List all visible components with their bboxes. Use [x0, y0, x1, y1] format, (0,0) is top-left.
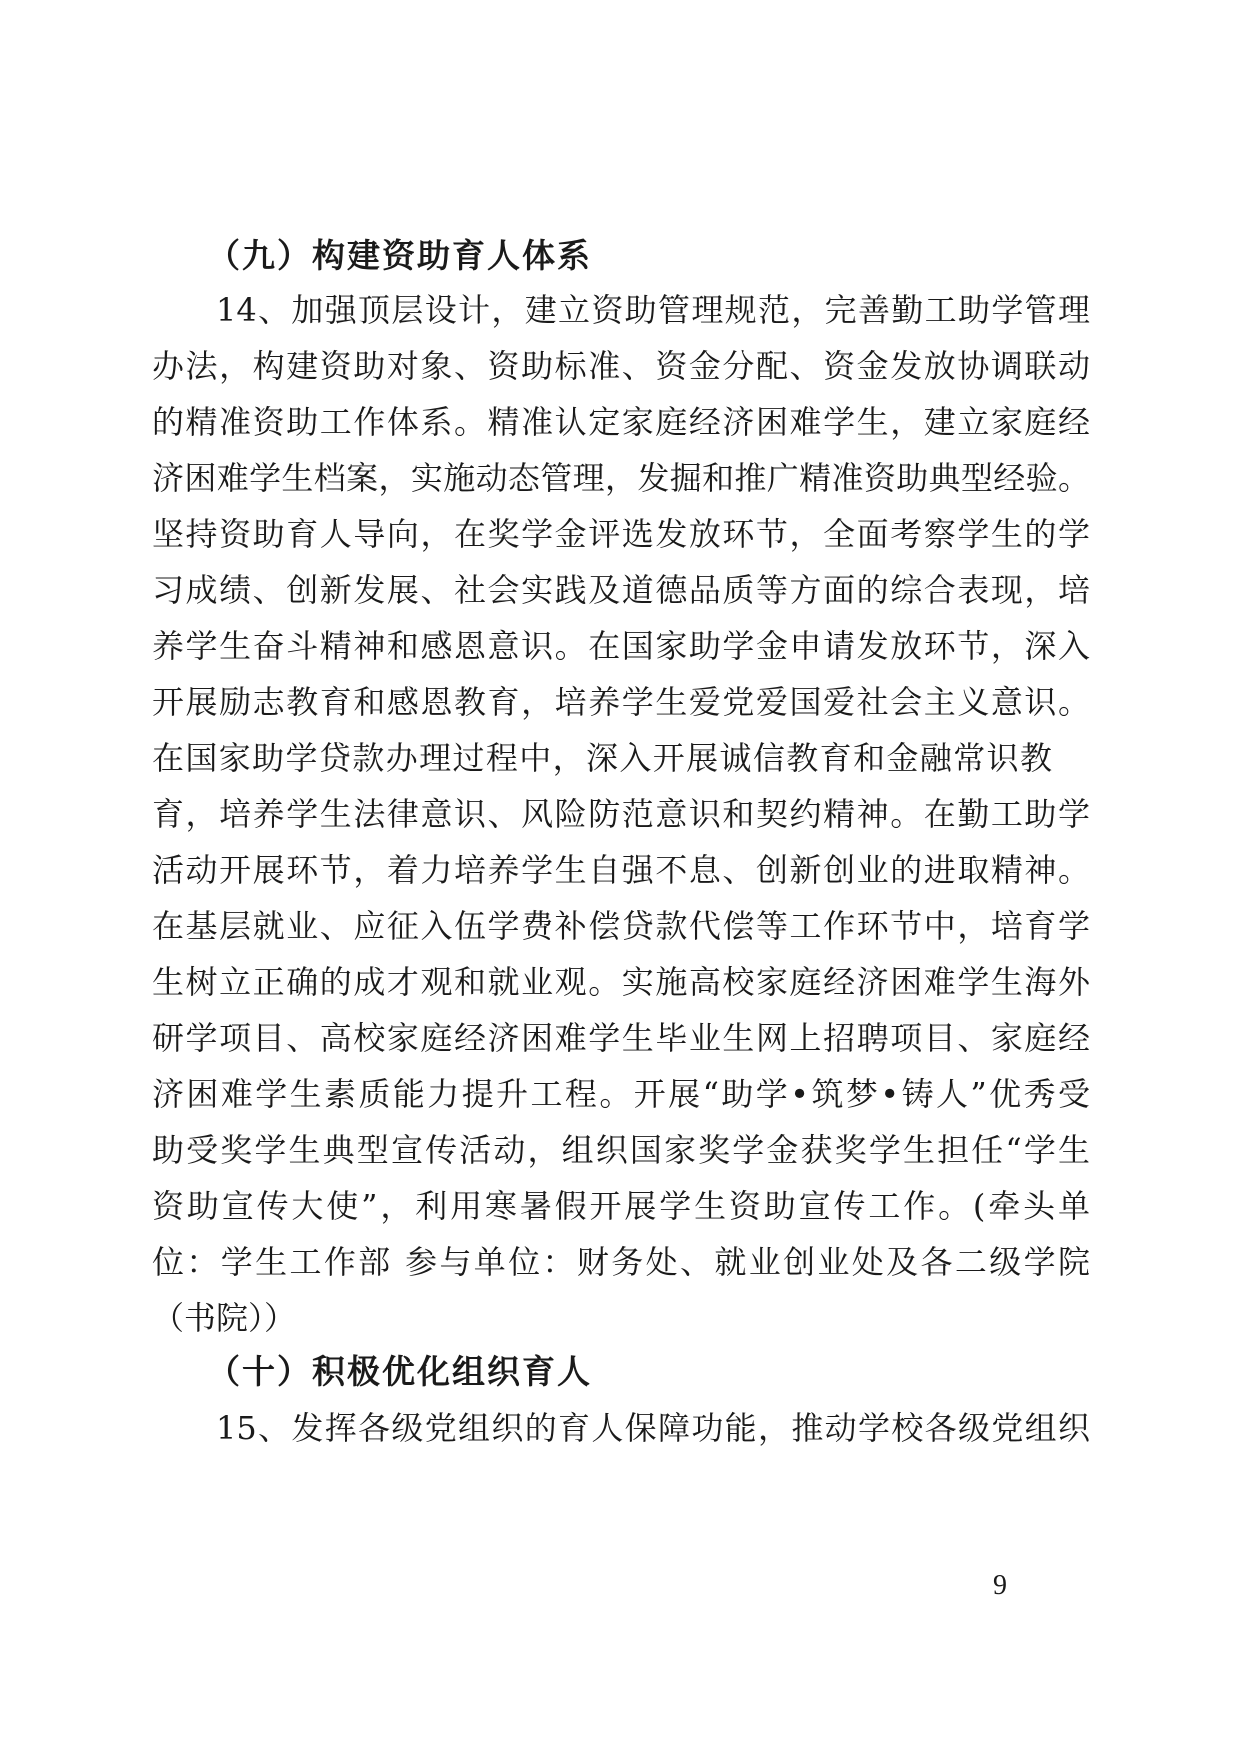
paragraph-line: 助受奖学生典型宣传活动，组织国家奖学金获奖学生担任“学生: [152, 1131, 1090, 1169]
paragraph-line: 资助宣传大使”，利用寒暑假开展学生资助宣传工作。(牵头单: [152, 1187, 1090, 1225]
paragraph-line: 15、发挥各级党组织的育人保障功能，推动学校各级党组织: [216, 1409, 1090, 1447]
paragraph-line: 活动开展环节，着力培养学生自强不息、创新创业的进取精神。: [152, 851, 1090, 889]
paragraph-line: 济困难学生档案，实施动态管理，发掘和推广精准资助典型经验。: [152, 459, 1090, 497]
section-heading-10: （十）积极优化组织育人: [207, 1352, 592, 1391]
paragraph-line: 研学项目、高校家庭经济困难学生毕业生网上招聘项目、家庭经: [152, 1019, 1090, 1057]
section-heading-9: （九）构建资助育人体系: [207, 236, 592, 275]
paragraph-line: 开展励志教育和感恩教育，培养学生爱党爱国爱社会主义意识。: [152, 683, 1090, 721]
paragraph-line: 济困难学生素质能力提升工程。开展“助学•筑梦•铸人”优秀受: [152, 1075, 1090, 1113]
paragraph-line: 在基层就业、应征入伍学费补偿贷款代偿等工作环节中，培育学: [152, 907, 1090, 945]
paragraph-line: 14、加强顶层设计，建立资助管理规范，完善勤工助学管理: [216, 291, 1090, 329]
paragraph-line: 养学生奋斗精神和感恩意识。在国家助学金申请发放环节，深入: [152, 627, 1090, 665]
paragraph-line: 位：学生工作部 参与单位：财务处、就业创业处及各二级学院: [152, 1243, 1090, 1281]
paragraph-line: 坚持资助育人导向，在奖学金评选发放环节，全面考察学生的学: [152, 515, 1090, 553]
paragraph-line: 育，培养学生法律意识、风险防范意识和契约精神。在勤工助学: [152, 795, 1090, 833]
paragraph-line: （书院））: [152, 1299, 297, 1337]
paragraph-line: 生树立正确的成才观和就业观。实施高校家庭经济困难学生海外: [152, 963, 1090, 1001]
paragraph-line: 办法，构建资助对象、资助标准、资金分配、资金发放协调联动: [152, 347, 1090, 385]
paragraph-line: 在国家助学贷款办理过程中，深入开展诚信教育和金融常识教: [152, 739, 1052, 777]
paragraph-line: 的精准资助工作体系。精准认定家庭经济困难学生，建立家庭经: [152, 403, 1090, 441]
page-number: 9: [993, 1570, 1007, 1601]
paragraph-line: 习成绩、创新发展、社会实践及道德品质等方面的综合表现，培: [152, 571, 1090, 609]
